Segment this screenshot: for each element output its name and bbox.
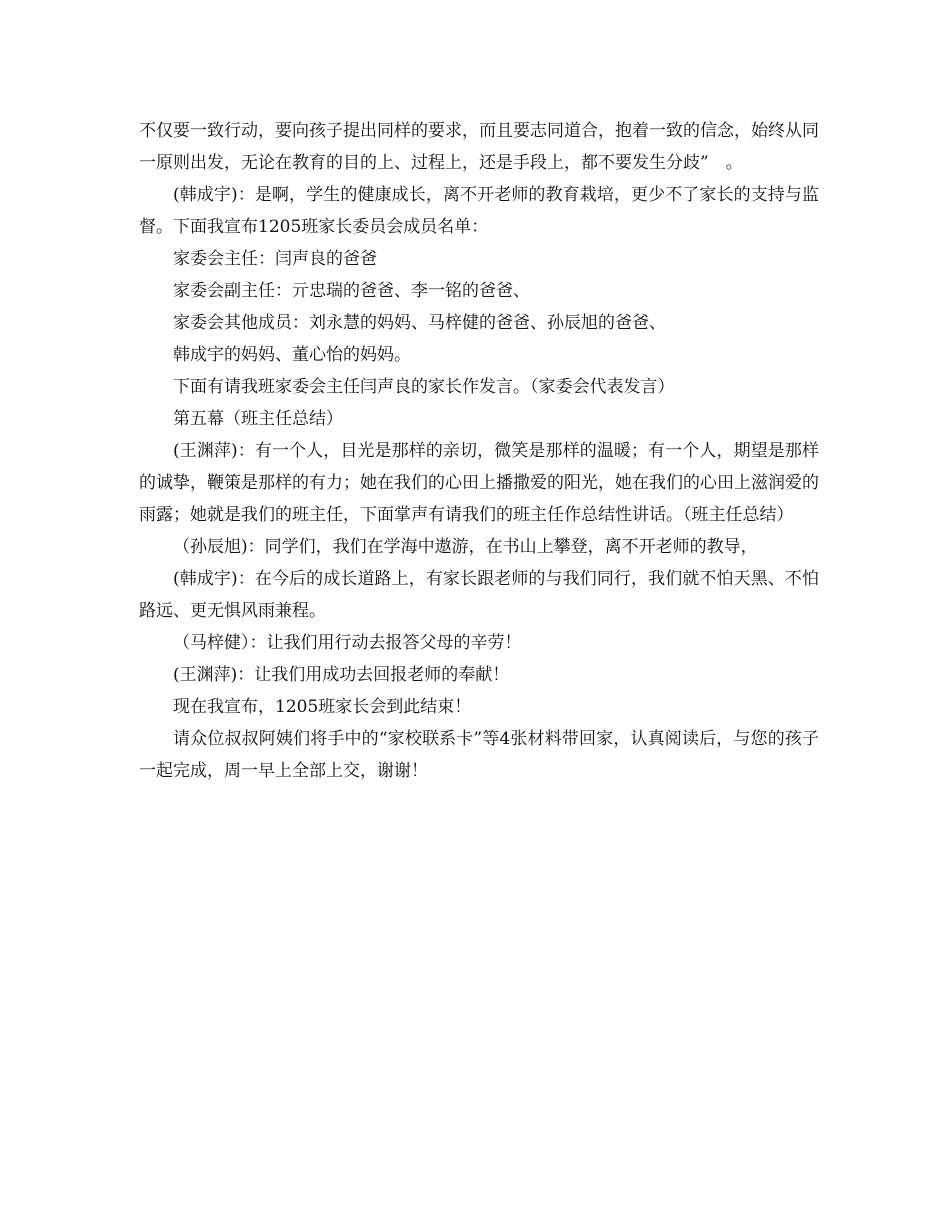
paragraph-4: 家委会副主任：亓忠瑞的爸爸、李一铭的爸爸、 bbox=[173, 281, 530, 301]
document-body bbox=[139, 115, 819, 787]
paragraph-11: (韩成宇)：在今后的成长道路上，有家长跟老师的与我们同行，我们就不怕天黑、不怕路远、更无惧风雨兼程。 bbox=[139, 569, 819, 621]
paragraph-2: (韩成宇)：是啊，学生的健康成长，离不开老师的教育栽培，更少不了家长的支持与监督。下面我宣布1205班家长委员会成员名单： bbox=[139, 185, 819, 237]
paragraph-12: （马梓健）：让我们用行动去报答父母的辛劳！ bbox=[173, 633, 522, 653]
paragraph-14: 现在我宣布，1205班家长会到此结束！ bbox=[173, 697, 472, 717]
paragraph-7: 下面有请我班家委会主任闫声良的家长作发言。（家委会代表发言） bbox=[173, 377, 675, 397]
paragraph-1: 不仅要一致行动，要向孩子提出同样的要求，而且要志同道合，抱着一致的信念，始终从同一原则出发，无论在教育的目的上、过程上，还是手段上，都不要发生分歧” 。 bbox=[139, 121, 819, 173]
paragraph-9: (王渊萍)：有一个人，目光是那样的亲切，微笑是那样的温暖；有一个人，期望是那样的诚挚，鞭策是那样的有力；她在我们的心田上播撒爱的阳光，她在我们的心田上滋润爱的雨露；她就是我们的班主任，下面掌声有请我们的班主任作总结性讲话。（班主任总结） bbox=[139, 441, 819, 525]
paragraph-10: （孙辰旭)：同学们，我们在学海中遨游，在书山上攀登，离不开老师的教导， bbox=[173, 537, 758, 557]
paragraph-8: 第五幕（班主任总结） bbox=[173, 409, 343, 429]
paragraph-15: 请众位叔叔阿姨们将手中的“家校联系卡”等4张材料带回家，认真阅读后，与您的孩子一起完成，周一早上全部上交，谢谢！ bbox=[139, 729, 819, 781]
paragraph-13: (王渊萍)：让我们用成功去回报老师的奉献！ bbox=[173, 665, 510, 685]
paragraph-6: 韩成宇的妈妈、董心怡的妈妈。 bbox=[173, 345, 411, 365]
paragraph-3: 家委会主任：闫声良的爸爸 bbox=[173, 249, 377, 269]
paragraph-5: 家委会其他成员：刘永慧的妈妈、马梓健的爸爸、孙辰旭的爸爸、 bbox=[173, 313, 666, 333]
